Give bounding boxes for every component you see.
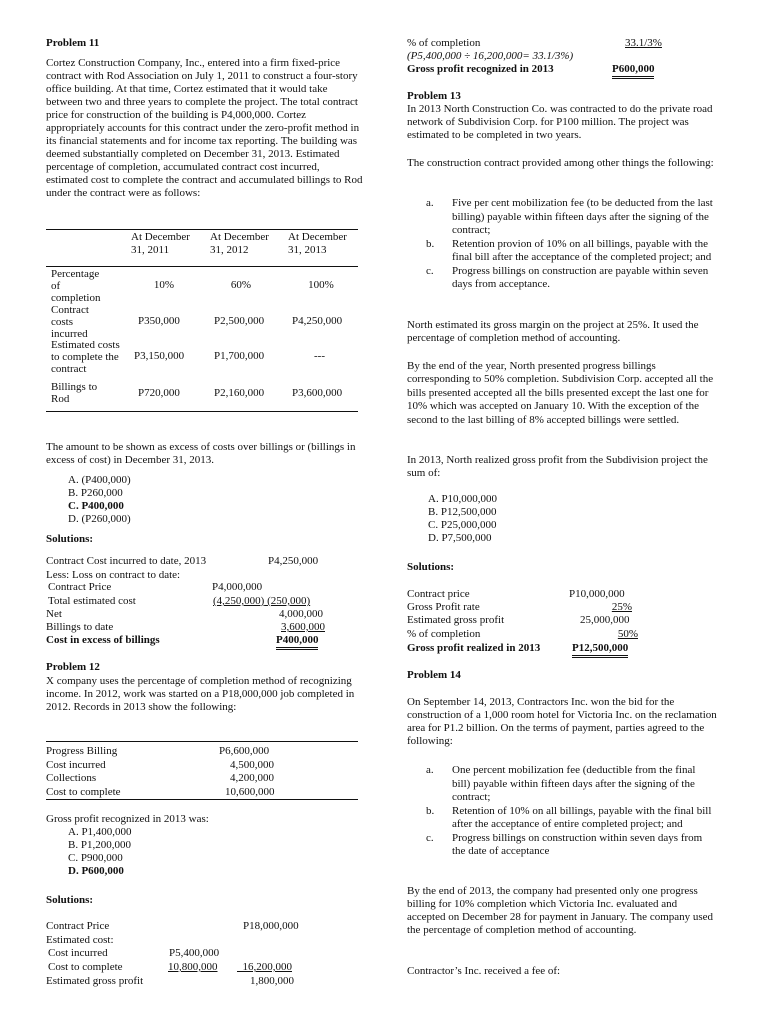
cell: 100% xyxy=(308,279,334,291)
record-value: 4,500,000 xyxy=(230,759,274,771)
col-header-2012: At December 31, 2012 xyxy=(210,231,269,256)
sol-label: Total estimated cost xyxy=(48,595,136,607)
sol-label: Estimated gross profit xyxy=(46,975,144,987)
cell: P350,000 xyxy=(138,315,180,327)
sol-label: Billings to date xyxy=(46,621,114,633)
table-row xyxy=(46,267,358,303)
problem-13-title: Problem 13 xyxy=(407,90,461,102)
problem-11-options xyxy=(68,474,131,526)
sol-label: Contract Price xyxy=(46,920,110,932)
sol-label: % of completion xyxy=(407,628,481,640)
problem-13-text: In 2013 North Construction Co. was contracted to do the private road network of Subdivision Corp. for P100 million. The project was estimated to be completed in two years. xyxy=(407,103,713,141)
problem-13-solutions-title: Solutions: xyxy=(407,561,455,573)
cell: P2,160,000 xyxy=(214,387,265,399)
problem-12-question: Gross profit recognized in 2013 was: xyxy=(46,813,209,825)
option-c: C. P900,000 xyxy=(68,852,123,864)
cell: P4,250,000 xyxy=(292,315,343,327)
table-row xyxy=(46,339,358,381)
option-a: A. P10,000,000 xyxy=(428,493,498,505)
divider xyxy=(46,741,358,742)
list-item: a. Five per cent mobilization fee (to be deducted from the last billing) payable within fifteen days after the signing of the contract; xyxy=(426,197,713,236)
problem-11-title: Problem 11 xyxy=(46,37,100,49)
sol-value: 50% xyxy=(617,628,638,640)
problem-13-text-2: The construction contract provided among other things the following: xyxy=(407,157,714,169)
sol-label: Cost incurred xyxy=(48,947,108,959)
problem-13-text-3: North estimated its gross margin on the project at 25%. It used the percentage of completion method of accounting. xyxy=(407,319,699,344)
row-label: Percentage of completion xyxy=(51,268,101,304)
sol-value: 3,600,000 xyxy=(281,621,325,633)
problem-13-options xyxy=(428,493,497,545)
sol-value: P400,000 xyxy=(276,634,318,650)
row-label: Billings to Rod xyxy=(51,381,98,405)
option-b: B. P12,500,000 xyxy=(428,506,497,518)
sol-value: P5,400,000 xyxy=(169,947,220,959)
list-item: b. Retention of 10% on all billings, payable with the final bill after the acceptance of entire completed project; and xyxy=(426,804,712,830)
sol-label: Contract price xyxy=(407,588,470,600)
cell: P1,700,000 xyxy=(214,350,265,362)
record-value: P6,600,000 xyxy=(219,745,270,757)
list-item: a. One percent mobilization fee (deductible from the final bill) payable within fifteen days after the signing of the contract; xyxy=(426,764,696,803)
record-label: Progress Billing xyxy=(46,745,118,757)
list-item: c. Progress billings on construction are payable within seven days from acceptance. xyxy=(426,264,709,290)
sol-label: Contract Price xyxy=(48,581,112,593)
problem-13-question: In 2013, North realized gross profit from the Subdivision project the sum of: xyxy=(407,454,708,479)
sol-label: Cost in excess of billings xyxy=(46,634,160,646)
sol-label: % of completion xyxy=(407,37,481,49)
sol-label: Cost to complete xyxy=(48,961,123,973)
problem-11-question: The amount to be shown as excess of costs over billings or (billings in excess of cost) in December 31, 2013. xyxy=(46,441,356,466)
problem-12-text: X company uses the percentage of completion method of recognizing income. In 2012, work was started on a P18,000,000 job completed in 2012. Records in 2013 show the following: xyxy=(46,675,355,713)
sol-value: 1,800,000 xyxy=(250,975,294,987)
problem-13-terms xyxy=(426,197,716,292)
table-row xyxy=(46,381,358,411)
sol-value: P10,000,000 xyxy=(569,588,625,600)
sol-value: (4,250,000) (250,000) xyxy=(213,595,311,607)
sol-value: P12,500,000 xyxy=(572,642,628,658)
problem-11-table xyxy=(46,229,358,412)
col-header-2011: At December 31, 2011 xyxy=(131,231,190,256)
record-label: Cost to complete xyxy=(46,786,121,798)
list-item: c. Progress billings on construction within seven days from the date of acceptance xyxy=(426,831,703,857)
option-c: C. P25,000,000 xyxy=(428,519,497,531)
problem-14-text-3: Contractor’s Inc. received a fee of: xyxy=(407,965,561,977)
col-header-2013: At December 31, 2013 xyxy=(288,231,347,256)
sol-value: P18,000,000 xyxy=(243,920,299,932)
cell: 10% xyxy=(153,279,175,291)
sol-value: 25,000,000 xyxy=(580,614,630,626)
problem-12-options xyxy=(68,826,132,878)
sol-value: 33.1/3% xyxy=(625,37,662,49)
record-value: 10,600,000 xyxy=(225,786,275,798)
cell: P2,500,000 xyxy=(214,315,265,327)
option-d: D. (P260,000) xyxy=(68,513,131,525)
row-label: Contract costs incurred xyxy=(51,304,89,340)
sol-value: P600,000 xyxy=(612,63,654,79)
option-c: C. P400,000 xyxy=(68,500,124,512)
sol-label: Estimated gross profit xyxy=(407,614,505,626)
problem-12-title: Problem 12 xyxy=(46,661,100,673)
sol-value: 16,200,000 xyxy=(242,961,292,973)
cell: P720,000 xyxy=(138,387,180,399)
sol-value: 4,000,000 xyxy=(279,608,323,620)
problem-14-text: On September 14, 2013, Contractors Inc. won the bid for the construction of a 1,000 room hotel for Victoria Inc. on the reclamation area for P1.2 billion. On the terms of payment, parties agreed to the following: xyxy=(407,696,717,747)
record-label: Collections xyxy=(46,772,97,784)
option-d: D. P7,500,000 xyxy=(428,532,492,544)
option-a: A. P1,400,000 xyxy=(68,826,132,838)
list-item: b. Retention provion of 10% on all billings, payable with the final bill after the acceptance of the completed project; and xyxy=(426,237,712,263)
problem-11-solutions-title: Solutions: xyxy=(46,533,94,545)
sol-value: 10,800,000 xyxy=(168,961,218,973)
record-label: Cost incurred xyxy=(46,759,106,771)
sol-label: Less: Loss on contract to date: xyxy=(46,569,181,581)
option-a: A. (P400,000) xyxy=(68,474,131,486)
problem-14-text-2: By the end of 2013, the company had presented only one progress billing for 10% completion which Victoria Inc. evaluated and accepted on December 28 for payment in January. The company used the percentage of completion method of accounting. xyxy=(407,885,714,936)
sol-label: Gross profit recognized in 2013 xyxy=(407,63,554,75)
option-d: D. P600,000 xyxy=(68,865,124,877)
row-label: Estimated costs to complete the contract xyxy=(51,339,120,375)
divider xyxy=(46,799,358,800)
cell: 60% xyxy=(230,279,252,291)
problem-11-text: Cortez Construction Company, Inc., entered into a firm fixed-price contract with Rod Association on July 1, 2011 to construct a four-story office building. At that time, Cortez estimated that it would take between two and three years to complete the project. The total contract price for construction of the building is P4,000,000. Cortez appropriately accounts for this contract under the zero-profit method in its financial statements and for income tax reporting. The building was deemed substantially completed on December 31, 2013. Estimated percentage of completion, accumulated contract cost incurred, estimated cost to complete the contract and accumulated billings to Rod under the contract were as follows: xyxy=(46,57,363,199)
sol-value: 25% xyxy=(611,601,632,613)
sol-label: Gross profit realized in 2013 xyxy=(407,642,541,654)
cell: P3,600,000 xyxy=(292,387,343,399)
option-b: B. P260,000 xyxy=(68,487,123,499)
sol-label: Estimated cost: xyxy=(46,934,114,946)
option-b: B. P1,200,000 xyxy=(68,839,131,851)
cell: P3,150,000 xyxy=(134,350,185,362)
problem-14-terms xyxy=(426,764,716,859)
sol-value: P4,000,000 xyxy=(212,581,263,593)
sol-label: Gross Profit rate xyxy=(407,601,480,613)
sol-note: (P5,400,000 ÷ 16,200,000= 33.1/3%) xyxy=(407,50,574,62)
sol-value: P4,250,000 xyxy=(268,555,319,567)
problem-13-text-4: By the end of the year, North presented progress billings corresponding to 50% completion. Subdivision Corp. accepted all the bills presented accepted all the bills presented except the last one for 10% which was accepted on January 10. With the exception of the second to the last billing of 8% accepted billings were settled. xyxy=(407,360,714,426)
sol-label: Contract Cost incurred to date, 2013 xyxy=(46,555,207,567)
record-value: 4,200,000 xyxy=(230,772,274,784)
problem-14-title: Problem 14 xyxy=(407,669,461,681)
cell: --- xyxy=(314,350,325,362)
problem-12-solutions-title: Solutions: xyxy=(46,894,94,906)
table-row xyxy=(46,303,358,339)
sol-label: Net xyxy=(46,608,62,620)
